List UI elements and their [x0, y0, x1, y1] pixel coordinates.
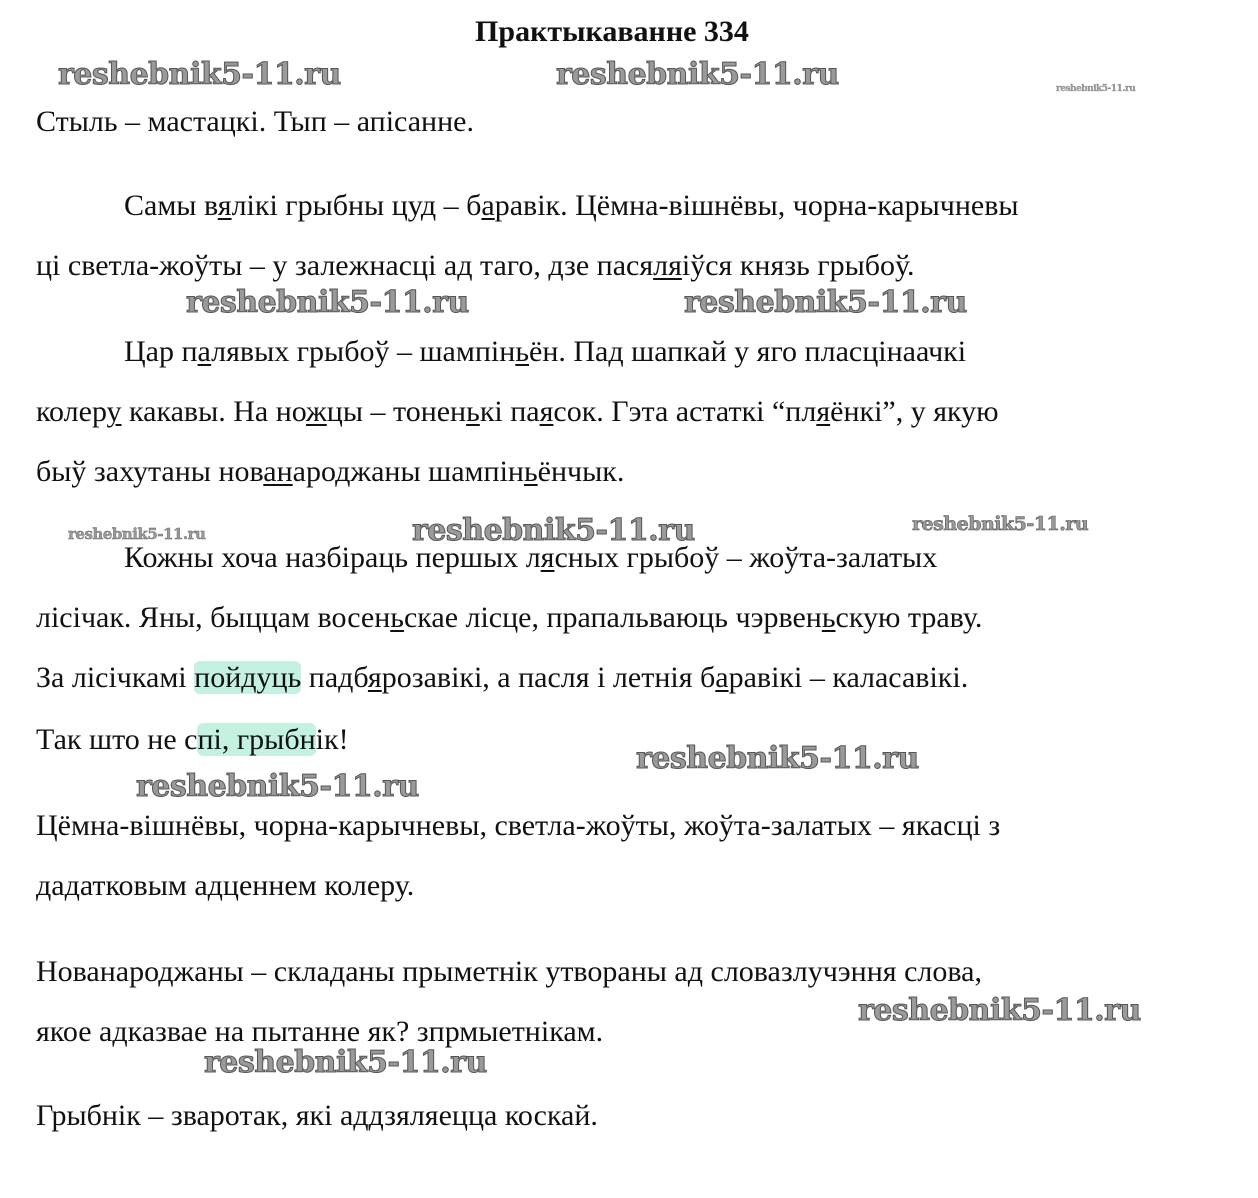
analysis-newborn-line-2: якое адказвае на пытанне як? зпрмыетнікам. — [36, 1015, 604, 1048]
paragraph-2-line-2: колеру какавы. На ножцы – тоненькі паясок. Гэта астаткі “пляёнкі”, у якую — [36, 395, 999, 428]
watermark: reshebnik5-11.ru — [136, 769, 419, 804]
watermark: reshebnik5-11.ru — [556, 57, 839, 92]
watermark: reshebnik5-11.ru — [58, 57, 341, 92]
watermark: reshebnik5-11.ru — [186, 285, 469, 320]
analysis-colors-line-1: Цёмна-вішнёвы, чорна-карычневы, светла-жоўты, жоўта-залатых – якасці з — [36, 809, 1001, 842]
watermark: reshebnik5-11.ru — [204, 1045, 487, 1080]
watermark: reshebnik5-11.ru — [412, 513, 695, 548]
paragraph-3-line-3: За лісічкамі пойдуць падбярозавікі, а пасля і летнія баравікі – каласавікі. — [36, 661, 969, 694]
paragraph-1-line-2: ці светла-жоўты – у залежнасці ад таго, дзе пасяляіўся князь грыбоў. — [36, 249, 915, 282]
watermark: reshebnik5-11.ru — [684, 285, 967, 320]
paragraph-2-line-3: быў захутаны нованароджаны шампіньёнчык. — [36, 455, 625, 488]
analysis-mushroomer-line: Грыбнік – зваротак, які аддзяляецца коскай. — [36, 1099, 598, 1132]
watermark: reshebnik5-11.ru — [912, 513, 1089, 535]
style-type-line: Стыль – мастацкі. Тып – апісанне. — [36, 105, 474, 138]
watermark: reshebnik5-11.ru — [68, 525, 206, 543]
watermark: reshebnik5-11.ru — [1056, 84, 1136, 94]
analysis-newborn-line-1: Нованароджаны – складаны прыметнік утвораны ад словазлучэння слова, — [36, 955, 982, 988]
analysis-colors-line-2: дадатковым адценнем колеру. — [36, 869, 415, 902]
paragraph-2-line-1: Цар палявых грыбоў – шампіньён. Пад шапкай у яго пласцінаачкі — [124, 335, 967, 368]
paragraph-3-line-2: лісічак. Яны, быццам восеньскае лісце, прапальваюць чэрвеньскую траву. — [36, 601, 983, 634]
paragraph-3-line-4: Так што не спі, грыбнік! — [36, 723, 349, 756]
watermark: reshebnik5-11.ru — [636, 741, 919, 776]
watermark: reshebnik5-11.ru — [858, 993, 1141, 1028]
page-title: Практыкаванне 334 — [475, 15, 749, 48]
paragraph-1-line-1: Самы вялікі грыбны цуд – баравік. Цёмна-вішнёвы, чорна-карычневы — [124, 189, 1019, 222]
paragraph-3-line-1: Кожны хоча назбіраць першых лясных грыбоў – жоўта-залатых — [124, 541, 938, 574]
